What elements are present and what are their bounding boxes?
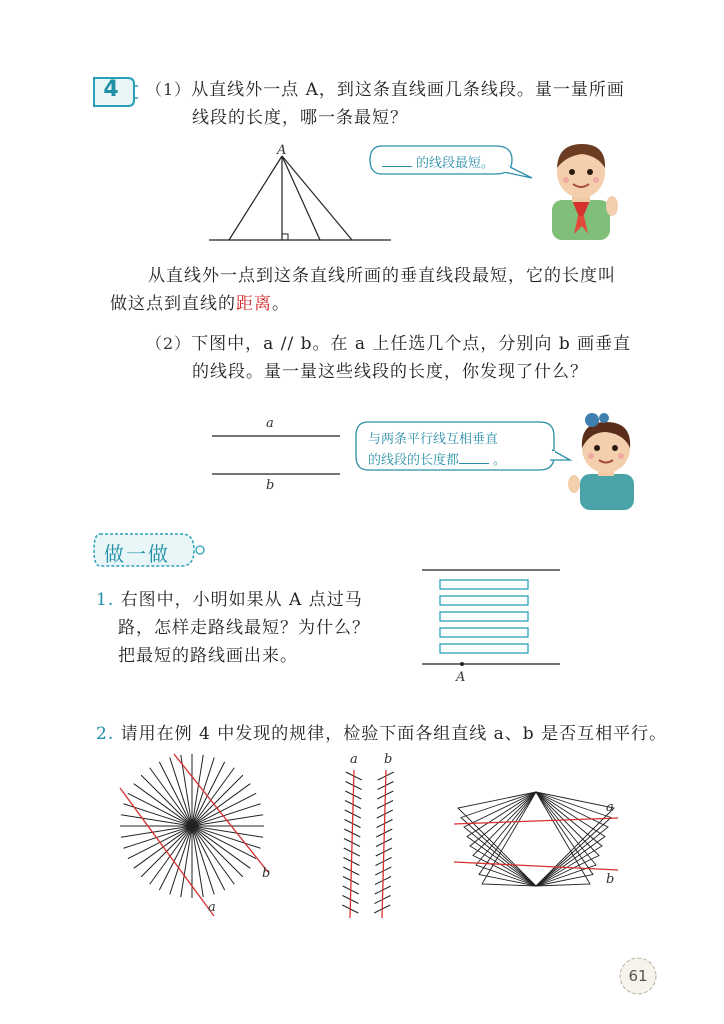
fig3-label-b: b — [606, 872, 615, 887]
tick-lines-figure — [336, 768, 404, 920]
badge-number: 4 — [103, 77, 119, 102]
distance-term: 距离 — [236, 294, 272, 314]
parallel-lines-figure — [208, 430, 344, 480]
part2-line2: 的线段。量一量这些线段的长度，你发现了什么？ — [192, 362, 588, 382]
diamond-fan-line — [482, 792, 536, 886]
diamond-fan-line — [536, 792, 605, 886]
answer-blank-2[interactable] — [459, 451, 489, 464]
bubble-2-line1: 与两条平行线互相垂直 — [368, 432, 499, 447]
perpendicular-triangle-figure — [205, 140, 395, 246]
example-badge — [92, 76, 138, 108]
boy-illustration — [542, 138, 620, 242]
diamond-lines-figure — [450, 786, 622, 890]
radial-lines-figure — [118, 752, 278, 916]
crosswalk-point-a-label: A — [456, 670, 466, 685]
part1-text-line1: 从直线外一点 A，到这条直线画几条线段。量一量所画 — [191, 80, 625, 100]
girl-illustration — [566, 412, 648, 512]
diamond-fan-line — [467, 792, 536, 886]
fig3-label-a: a — [606, 800, 614, 815]
fig2-label-a: a — [350, 752, 358, 767]
diamond-fan-line — [536, 792, 608, 886]
practice-title: 做一做 — [104, 542, 170, 566]
part1-line2: 线段的长度，哪一条最短？ — [192, 108, 408, 128]
ex2-number: 2. — [96, 724, 115, 744]
bubble-2-line2: 的线段的长度都 。 — [368, 453, 507, 468]
diamond-fan-line — [536, 792, 590, 886]
point-a-label: A — [277, 143, 287, 158]
part2-number: （2） — [146, 334, 192, 353]
line-a-label: a — [266, 416, 274, 431]
ex1-line1: 1. 右图中，小明如果从 A 点过马 — [96, 590, 363, 610]
part1-number: （1） — [146, 80, 192, 99]
diamond-fan-line — [464, 792, 536, 886]
fig1-label-b: b — [262, 866, 271, 881]
answer-blank-1[interactable] — [382, 154, 412, 167]
conclusion-line1: 从直线外一点到这条直线所画的垂直线段最短，它的长度叫 — [148, 266, 616, 286]
fig2-label-b: b — [384, 752, 393, 767]
part2-line1 — [146, 330, 631, 358]
ex1-line2: 路，怎样走路线最短？为什么？ — [118, 618, 370, 638]
fig1-label-a: a — [208, 900, 216, 915]
ex2-line: 2. 请用在例 4 中发现的规律，检验下面各组直线 a、b 是否互相平行。 — [96, 724, 668, 744]
line-b-label: b — [266, 478, 275, 493]
conclusion-line2: 做这点到直线的距离。 — [110, 294, 290, 314]
crosswalk-figure — [418, 566, 564, 670]
part2-text-line1: 下图中，a // b。在 a 上任选几个点，分别向 b 画垂直 — [191, 334, 632, 354]
ex1-number: 1. — [96, 590, 115, 610]
page-number: 61 — [628, 967, 648, 985]
part1-line1 — [146, 76, 625, 104]
bubble-1-text: 的线段最短。 — [382, 152, 494, 171]
ex1-line3: 把最短的路线画出来。 — [118, 646, 298, 666]
